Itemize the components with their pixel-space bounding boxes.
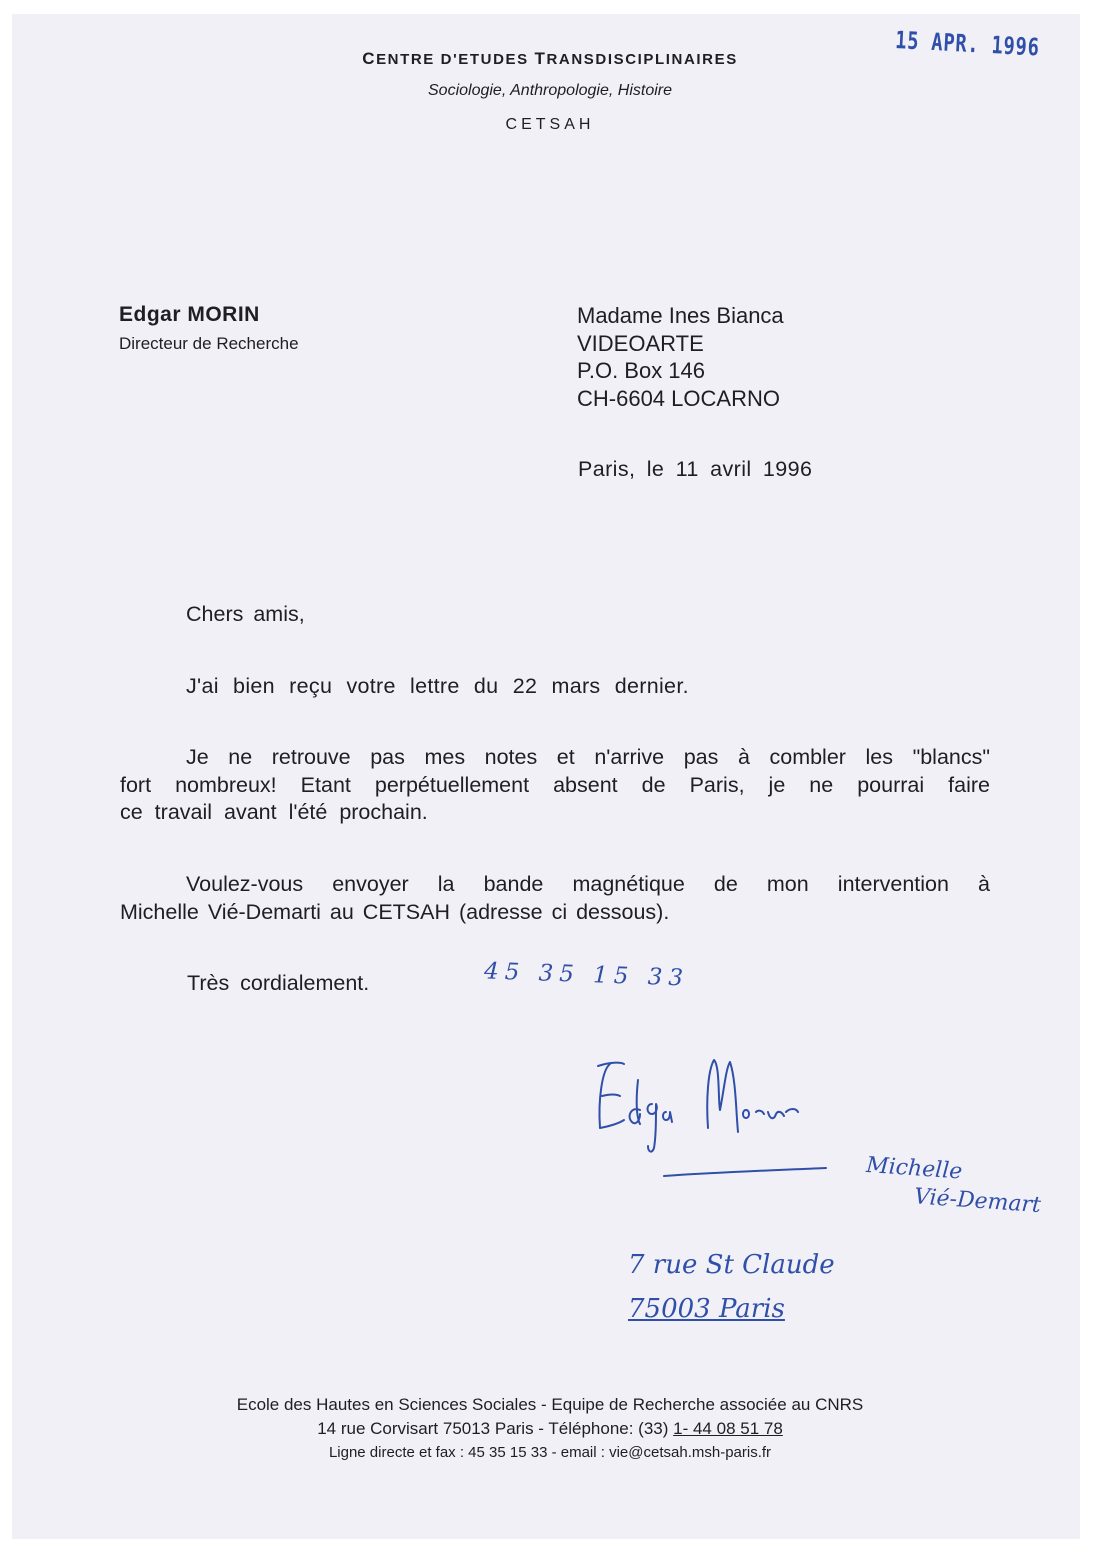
paragraph-line: Michelle Vié-Demarti au CETSAH (adresse ci dessous).: [120, 899, 670, 924]
sender-name: Edgar MORIN: [119, 303, 260, 326]
paragraph-line: Je ne retrouve pas mes notes et n'arrive pas à combler les "blancs": [186, 745, 990, 769]
paragraph-1: J'ai bien reçu votre lettre du 22 mars dernier.: [186, 674, 689, 698]
handwritten-line: 75003 Paris: [628, 1294, 785, 1324]
footer-phone: 1- 44 08 51 78: [673, 1419, 783, 1438]
organization-name: CENTRE D'ETUDES TRANSDISCIPLINAIRES: [362, 49, 738, 68]
recipient-line: Madame Ines Bianca: [577, 303, 784, 328]
organization-subtitle: Sociologie, Anthropologie, Histoire: [428, 82, 672, 99]
letter-date: Paris, le 11 avril 1996: [578, 457, 813, 481]
footer-institution: Ecole des Hautes en Sciences Sociales - Equipe de Recherche associée au CNRS: [236, 1395, 864, 1414]
received-date-stamp: 15 APR. 1996: [894, 26, 1041, 62]
salutation: Chers amis,: [186, 602, 305, 626]
handwritten-address: [628, 1243, 835, 1331]
footer-contact: Ligne directe et fax : 45 35 15 33 - email : vie@cetsah.msh-paris.fr: [328, 1444, 772, 1461]
organization-acronym: CETSAH: [505, 116, 595, 133]
paragraph-line: ce travail avant l'été prochain.: [120, 800, 428, 824]
paragraph-line: Voulez-vous envoyer la bande magnétique de mon intervention à: [186, 872, 990, 896]
recipient-line: CH-6604 LOCARNO: [577, 385, 780, 411]
paragraph-2: [120, 744, 990, 827]
recipient-address: [577, 302, 784, 412]
recipient-line: P.O. Box 146: [577, 358, 706, 383]
closing: Très cordialement.: [187, 971, 370, 995]
handwritten-line: Michelle: [865, 1152, 964, 1185]
footer-address-text: 14 rue Corvisart 75013 Paris - Téléphone: (33): [317, 1419, 674, 1438]
handwritten-line: 7 rue St Claude: [628, 1250, 835, 1280]
handwritten-line: Vié-Demart: [913, 1184, 1042, 1219]
paragraph-3: [120, 871, 990, 926]
handwritten-phone-number: 45 35 15 33: [483, 958, 690, 992]
sender-title: Directeur de Recherche: [119, 334, 299, 353]
paragraph-line: fort nombreux! Etant perpétuellement absent de Paris, je ne pourrai faire: [120, 772, 990, 797]
recipient-line: VIDEOARTE: [577, 330, 704, 356]
signature: [580, 1040, 840, 1190]
footer-address: [0, 1419, 1100, 1439]
